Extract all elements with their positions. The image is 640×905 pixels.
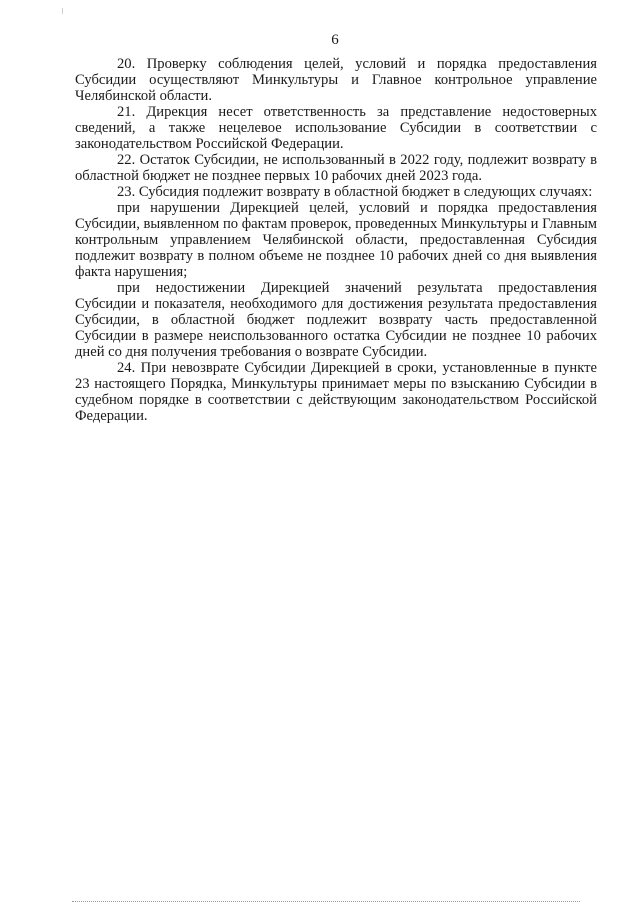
paragraph-22: 22. Остаток Субсидии, не использованный в 2022 году, подлежит возврату в областной бюджет не позднее первых 10 рабочих дней 2023 года. [75,152,597,184]
document-body [75,56,597,424]
scan-artifact [62,8,63,14]
paragraph-23: 23. Субсидия подлежит возврату в областной бюджет в следующих случаях: [117,184,593,200]
paragraph-23-case-violation: при нарушении Дирекцией целей, условий и порядка предоставления Субсидии, выявленном по фактам проверок, проведенных Минкультуры и Главным контрольным управлением Челябинской области, предоставленная Субсидия подлежит возврату в полном объеме не позднее 10 рабочих дней со дня выявления факта нарушения; [75,200,597,280]
bottom-edge-line [72,901,580,902]
paragraph-21: 21. Дирекция несет ответственность за представление недостоверных сведений, а также нецелевое использование Субсидии в соответствии с законодательством Российской Федерации. [75,104,597,152]
paragraph-23-case-nonachievement: при недостижении Дирекцией значений результата предоставления Субсидии и показателя, необходимого для достижения результата предоставления Субсидии, в областной бюджет подлежит возврату часть предоставленной Субсидии в размере неиспользованного остатка Субсидии не позднее 10 рабочих дней со дня получения требования о возврате Субсидии. [75,280,597,360]
paragraph-24: 24. При невозврате Субсидии Дирекцией в сроки, установленные в пункте 23 настоящего Порядка, Минкультуры принимает меры по взысканию Субсидии в судебном порядке в соответствии с действующим законодательством Российской Федерации. [75,360,597,424]
paragraph-20: 20. Проверку соблюдения целей, условий и порядка предоставления Субсидии осуществляют Минкультуры и Главное контрольное управление Челябинской области. [75,56,597,104]
page-number: 6 [331,32,339,48]
